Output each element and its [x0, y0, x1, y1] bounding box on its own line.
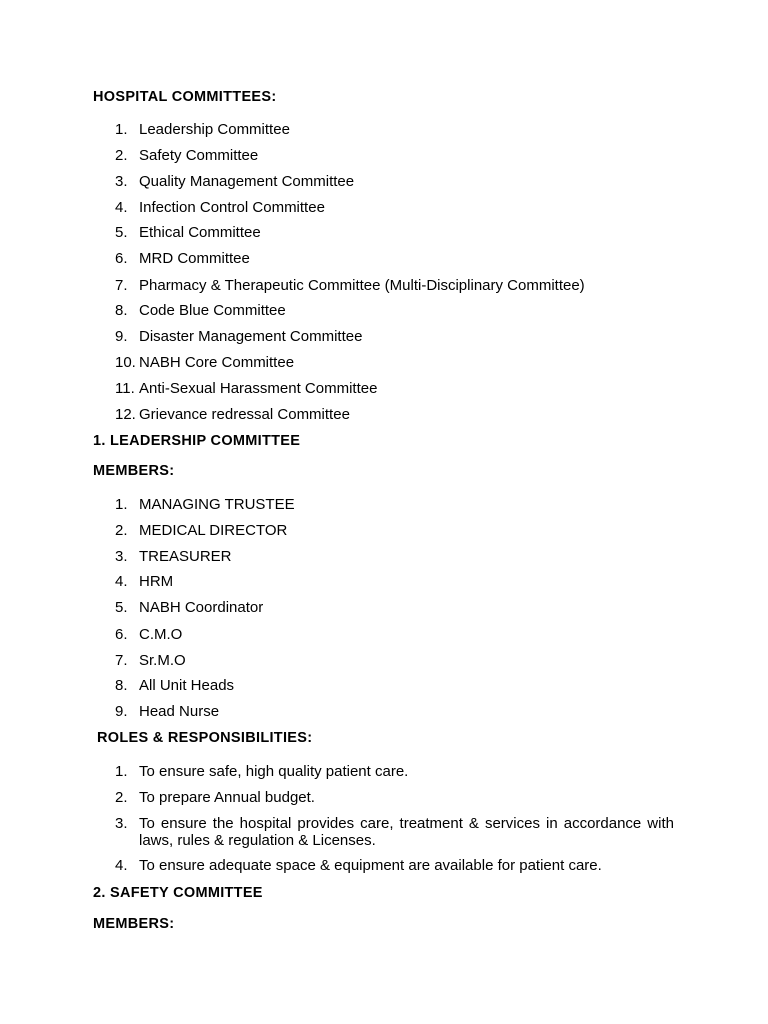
list-number: 1.: [115, 763, 128, 780]
list-text: NABH Coordinator: [139, 599, 264, 616]
list-number: 8.: [115, 677, 128, 694]
list-number: 5.: [115, 224, 128, 241]
document-title: HOSPITAL COMMITTEES:: [93, 89, 277, 105]
section-heading: 1. LEADERSHIP COMMITTEE: [93, 433, 301, 449]
list-number: 10.: [115, 354, 136, 371]
list-number: 2.: [115, 147, 128, 164]
list-number: 3.: [115, 548, 128, 565]
list-text: Disaster Management Committee: [139, 328, 363, 345]
list-number: 1.: [115, 496, 128, 513]
section-heading: 2. SAFETY COMMITTEE: [93, 885, 263, 901]
list-text: Anti-Sexual Harassment Committee: [139, 380, 378, 397]
list-number: 9.: [115, 328, 128, 345]
list-number: 6.: [115, 626, 128, 643]
list-text: TREASURER: [139, 548, 232, 565]
list-number: 6.: [115, 250, 128, 267]
list-item: [115, 815, 675, 851]
list-text: MANAGING TRUSTEE: [139, 496, 295, 513]
list-number: 2.: [115, 789, 128, 806]
list-text: All Unit Heads: [139, 677, 235, 694]
list-number: 7.: [115, 277, 128, 294]
list-number: 9.: [115, 703, 128, 720]
list-text: C.M.O: [139, 626, 183, 643]
list-text: Head Nurse: [139, 703, 220, 720]
list-number: 5.: [115, 599, 128, 616]
list-text: To prepare Annual budget.: [139, 789, 315, 806]
list-text: Pharmacy & Therapeutic Committee (Multi-Disciplinary Committee): [139, 277, 585, 294]
list-text: To ensure the hospital provides care, treatment & services in accordance with laws, rules & regulation & Licenses.: [139, 815, 674, 849]
members-heading: MEMBERS:: [93, 916, 175, 932]
list-text: To ensure safe, high quality patient care.: [139, 763, 409, 780]
list-number: 1.: [115, 121, 128, 138]
list-number: 7.: [115, 652, 128, 669]
list-number: 4.: [115, 199, 128, 216]
list-text: To ensure adequate space & equipment are available for patient care.: [139, 857, 602, 874]
list-text: Ethical Committee: [139, 224, 261, 241]
list-text: Grievance redressal Committee: [139, 406, 350, 423]
list-number: 2.: [115, 522, 128, 539]
list-number: 8.: [115, 302, 128, 319]
members-heading: MEMBERS:: [93, 463, 175, 479]
list-text: MRD Committee: [139, 250, 250, 267]
list-number: 3.: [115, 815, 128, 832]
list-text: MEDICAL DIRECTOR: [139, 522, 288, 539]
list-number: 11.: [115, 380, 135, 397]
list-text: Safety Committee: [139, 147, 259, 164]
list-text: Infection Control Committee: [139, 199, 325, 216]
list-number: 3.: [115, 173, 128, 190]
list-text: Code Blue Committee: [139, 302, 286, 319]
list-text: Quality Management Committee: [139, 173, 355, 190]
list-number: 12.: [115, 406, 136, 423]
list-text: NABH Core Committee: [139, 354, 295, 371]
list-text: HRM: [139, 573, 174, 590]
roles-heading: ROLES & RESPONSIBILITIES:: [97, 730, 313, 746]
list-number: 4.: [115, 857, 128, 874]
list-number: 4.: [115, 573, 128, 590]
list-text: Leadership Committee: [139, 121, 290, 138]
list-text: Sr.M.O: [139, 652, 186, 669]
